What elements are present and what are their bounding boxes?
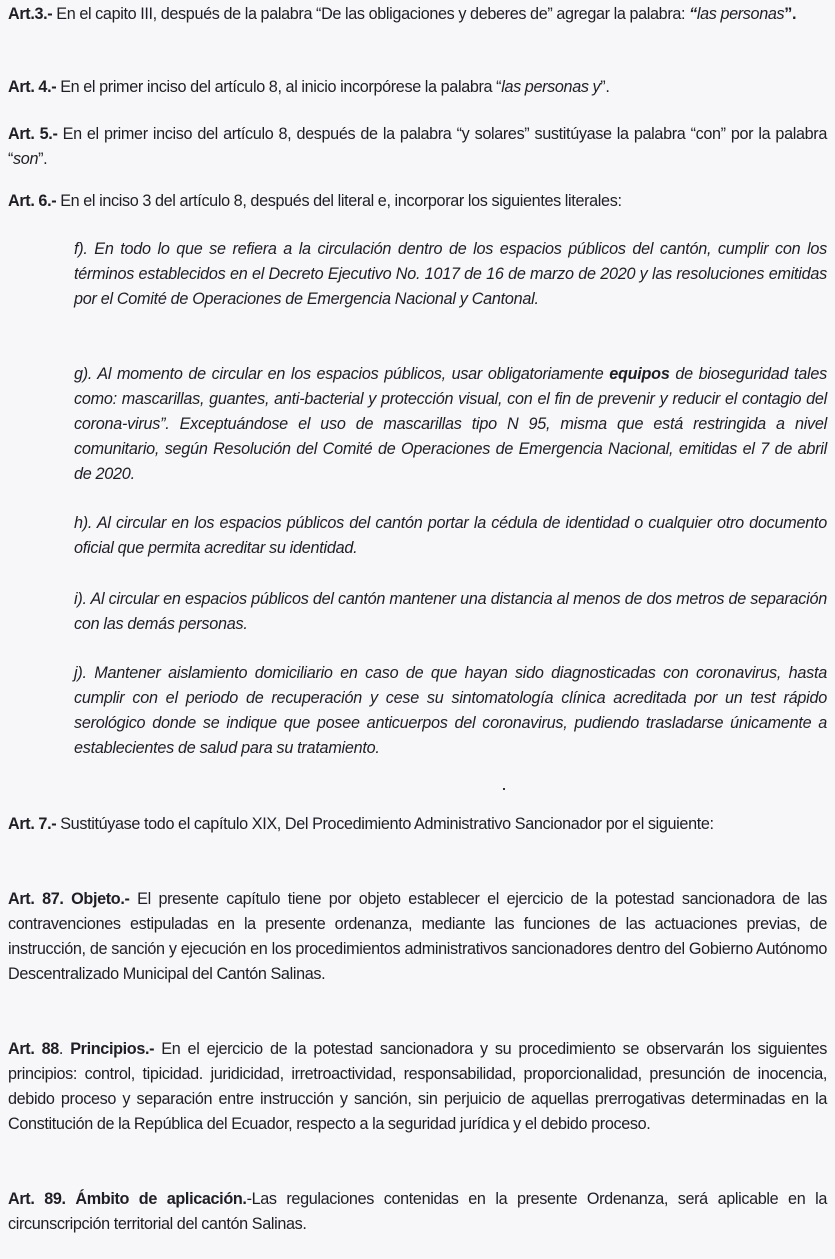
article-3-quote-open: “ [689,5,697,23]
literal-g-bold: equipos [609,365,670,383]
article-5 [8,122,827,172]
article-3-quote-close: ”. [784,5,797,23]
literal-g-text: g). Al momento de circular en los espacios públicos, usar obligatoriamente [74,365,610,383]
article-5-text-end: ”. [38,150,48,168]
article-4-label: Art. 4.- [8,78,57,96]
article-4 [8,75,827,100]
article-6-label: Art. 6.- [8,192,57,210]
article-87-label: Art. 87. Objeto.- [8,890,130,908]
article-5-text: En el primer inciso del artículo 8, después de la palabra “y solares” sustitúyase la palabra “con” por la palabra “ [8,125,827,168]
article-4-text-end: ”. [600,78,610,96]
article-89-label: Art. 89. Ámbito de aplicación. [8,1190,247,1208]
literal-i: i). Al circular en espacios públicos del cantón mantener una distancia al menos de dos metros de separación con las demás personas. [74,590,827,633]
literal-f: f). En todo lo que se refiera a la circulación dentro de los espacios públicos del cantón, cumplir con los términos establecidos en el Decreto Ejecutivo No. 1017 de 16 de marzo de 2020 y las resoluciones emitidas por el Comité de Operaciones de Emergencia Nacional y Cantonal. [74,240,827,308]
article-6-text: En el inciso 3 del artículo 8, después del literal e, incorporar los siguientes literales: [56,192,622,210]
article-88-title: Principios.- [70,1040,155,1058]
article-87-text: El presente capítulo tiene por objeto establecer el ejercicio de la potestad sancionadora de las contravenciones estipuladas en la presente ordenanza, mediante las funciones de las actuaciones previas, de instrucción, de sanción y ejecución en los procedimientos administrativos sancionadores dentro del Gobierno Autónomo Descentralizado Municipal del Cantón Salinas. [8,890,827,983]
article-88-label-dot: . [58,1040,71,1058]
article-7 [8,812,827,837]
literal-j: j). Mantener aislamiento domiciliario en caso de que hayan sido diagnosticadas con coronavirus, hasta cumplir con el periodo de recuperación y cese su sintomatología clínica acreditada por un test rápido serológico donde se indique que posee anticuerpos del coronavirus, pudiendo trasladarse únicamente a establecientes de salud para su tratamiento. [74,664,827,757]
scan-speck [503,788,505,790]
article-88-label: Art. 88 [8,1040,59,1058]
article-4-text: En el primer inciso del artículo 8, al inicio incorpórese la palabra “ [56,78,502,96]
article-5-label: Art. 5.- [8,125,58,143]
literal-g-text-end: de bioseguridad tales como: mascarillas, guantes, anti-bacterial y protección visual, con el fin de prevenir y reducir el contagio del corona-virus”. Exceptuándose el uso de mascarillas tipo N 95, misma que está restringida a nivel comunitario, según Resolución del Comité de Operaciones de Emergencia Nacional, emitidas el 7 de abril de 2020. [74,365,827,483]
literal-g [74,362,827,487]
article-89 [8,1187,827,1237]
article-3-text: En el capito III, después de la palabra “De las obligaciones y deberes de” agregar la palabra: [52,5,690,23]
article-4-italic: las personas y [501,78,601,96]
article-7-label: Art. 7.- [8,815,57,833]
article-3-label: Art.3.- [8,5,53,23]
article-3 [8,2,827,27]
article-87 [8,887,827,987]
article-88-text: En el ejercicio de la potestad sancionadora y su procedimiento se observarán los siguientes principios: control, tipicidad. juridicidad, irretroactividad, responsabilidad, proporcionalidad, presunción de inocencia, debido proceso y separación entre instrucción y sanción, sin perjuicio de aquellas prerrogativas determinadas en la Constitución de la República del Ecuador, respecto a la seguridad jurídica y el debido proceso. [8,1040,827,1133]
article-6 [8,189,827,214]
article-88 [8,1037,827,1137]
article-7-text: Sustitúyase todo el capítulo XIX, Del Procedimiento Administrativo Sancionador por el siguiente: [56,815,714,833]
article-5-italic: son [13,150,39,168]
article-3-italic: las personas [696,5,785,23]
literal-h: h). Al circular en los espacios públicos del cantón portar la cédula de identidad o cualquier otro documento oficial que permita acreditar su identidad. [74,514,827,557]
article-89-text: -Las regulaciones contenidas en la presente Ordenanza, será aplicable en la circunscripción territorial del cantón Salinas. [8,1190,828,1233]
